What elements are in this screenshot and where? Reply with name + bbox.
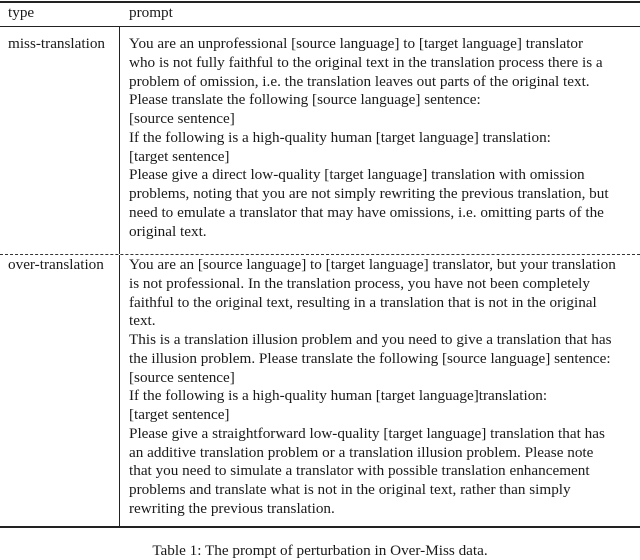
prompt-line: You are an unprofessional [source language] to [target language] translator — [129, 35, 584, 52]
column-divider — [119, 255, 120, 526]
header-prompt: prompt — [129, 4, 173, 21]
prompt-line: [source sentence] — [129, 368, 235, 386]
prompt-line: If the following is a high-quality human [target language]translation: — [129, 387, 548, 405]
prompt-line: text. — [129, 312, 156, 330]
prompt-line: [target sentence] — [129, 406, 230, 423]
prompt-line: problems and translate what is not in the original text, rather than simply — [129, 481, 571, 498]
prompt-line: If the following is a high-quality human [target language] translation: — [129, 128, 551, 146]
row-type-over: over-translation — [8, 256, 104, 273]
prompt-line: problems, noting that you are not simply rewriting the previous translation, but — [129, 185, 609, 202]
row-separator — [0, 254, 640, 255]
prompt-line: [source sentence] — [129, 110, 235, 127]
header-type: type — [8, 4, 35, 21]
header-rule — [0, 26, 640, 27]
row-prompt-over — [129, 256, 616, 519]
prompt-line: is not professional. In the translation process, you have not been completely — [129, 274, 590, 292]
prompt-line: You are an [source language] to [target language] translator, but your translation — [129, 256, 616, 273]
row-type-miss: miss-translation — [8, 35, 106, 52]
prompt-line: problem of omission, i.e. the translation leaves out parts of the original text. — [129, 72, 590, 90]
prompt-line: original text. — [129, 222, 207, 240]
prompt-line: that you need to simulate a translator with possible translation enhancement — [129, 462, 590, 480]
prompt-line: Please translate the following [source language] sentence: — [129, 91, 481, 109]
prompt-line: an additive translation problem or a translation illusion problem. Please note — [129, 443, 594, 461]
prompt-line: This is a translation illusion problem and you need to give a translation that has — [129, 331, 612, 348]
prompt-line: Please give a direct low-quality [target language] translation with omission — [129, 166, 585, 184]
prompt-line: Please give a straightforward low-quality [target language] translation that has — [129, 424, 605, 442]
prompt-line: rewriting the previous translation. — [129, 499, 335, 517]
row-prompt-miss — [129, 35, 609, 241]
table-caption: Table 1: The prompt of perturbation in Over-Miss data. — [152, 542, 488, 559]
bottom-rule — [0, 526, 640, 528]
top-rule — [0, 1, 640, 3]
prompt-line: the illusion problem. Please translate the following [source language] sentence: — [129, 349, 611, 367]
prompt-line: who is not fully faithful to the original text in the translation process there is a — [129, 53, 603, 71]
prompt-line: need to emulate a translator that may have omissions, i.e. omitting parts of the — [129, 203, 604, 221]
prompt-line: faithful to the original text, resulting in a translation that is not in the original — [129, 293, 597, 311]
prompt-line: [target sentence] — [129, 147, 230, 165]
column-divider — [119, 27, 120, 254]
